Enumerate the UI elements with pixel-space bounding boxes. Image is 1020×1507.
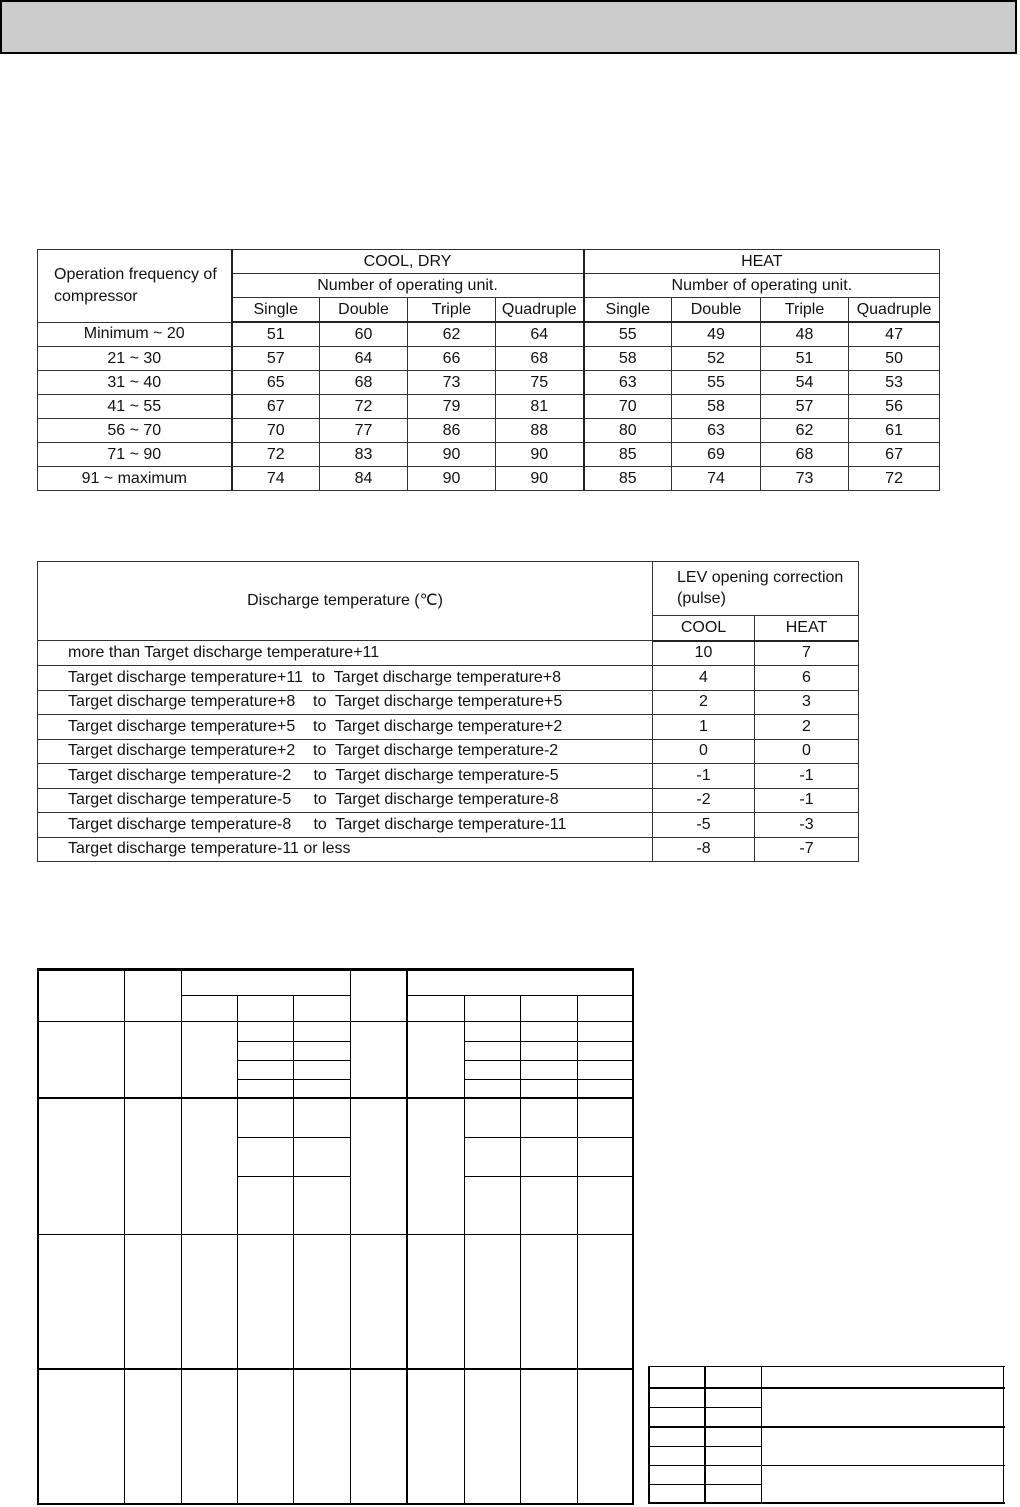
row-label: Target discharge temperature+5 to Target discharge temperature+2 (38, 715, 653, 740)
subheader-cool-units: Number of operating unit. (232, 274, 584, 298)
cell: 73 (761, 467, 849, 491)
cell: 57 (761, 395, 849, 419)
cell-cool: 0 (653, 739, 755, 764)
cell: 66 (408, 347, 496, 371)
cell-cool: -5 (653, 813, 755, 838)
row-label: Target discharge temperature+2 to Target discharge temperature-2 (38, 739, 653, 764)
cell: 86 (408, 419, 496, 443)
row-label: Target discharge temperature-11 or less (38, 837, 653, 862)
cell: 51 (761, 347, 849, 371)
cell-cool: 10 (653, 641, 755, 666)
col-heat-quadruple: Quadruple (849, 298, 940, 323)
cell: 54 (761, 371, 849, 395)
row-label: Minimum ~ 20 (38, 322, 232, 347)
grid-line (648, 1366, 1005, 1367)
cell: 62 (761, 419, 849, 443)
cell: 68 (761, 443, 849, 467)
cell: 72 (849, 467, 940, 491)
row-label: more than Target discharge temperature+11 (38, 641, 653, 666)
cell: 68 (320, 371, 408, 395)
grid-line (648, 1387, 1005, 1389)
col-heat-double: Double (672, 298, 761, 323)
grid-line (648, 1465, 1005, 1466)
cell: 75 (496, 371, 584, 395)
cell-heat: 6 (755, 666, 859, 691)
cell: 63 (672, 419, 761, 443)
cell: 55 (584, 322, 672, 347)
cell: 79 (408, 395, 496, 419)
cell: 85 (584, 467, 672, 491)
row-header-operation-frequency: Operation frequency of compressor (38, 250, 232, 323)
group-header-heat: HEAT (584, 250, 940, 274)
cell: 64 (320, 347, 408, 371)
cell: 90 (408, 443, 496, 467)
col-cool-triple: Triple (408, 298, 496, 323)
subheader-heat-units: Number of operating unit. (584, 274, 940, 298)
cell-cool: 4 (653, 666, 755, 691)
row-label: Target discharge temperature-2 to Target discharge temperature-5 (38, 764, 653, 789)
cell: 70 (584, 395, 672, 419)
cell: 88 (496, 419, 584, 443)
cell: 60 (320, 322, 408, 347)
cell: 85 (584, 443, 672, 467)
cell: 68 (496, 347, 584, 371)
cell: 72 (320, 395, 408, 419)
row-label: 31 ~ 40 (38, 371, 232, 395)
grid-line (648, 1426, 1005, 1428)
cell: 67 (849, 443, 940, 467)
row-label: Target discharge temperature-5 to Target discharge temperature-8 (38, 788, 653, 813)
cell: 52 (672, 347, 761, 371)
cell-heat: 2 (755, 715, 859, 740)
cell-cool: 1 (653, 715, 755, 740)
cell-heat: -1 (755, 764, 859, 789)
cell: 61 (849, 419, 940, 443)
cell-heat: 7 (755, 641, 859, 666)
cell-heat: -1 (755, 788, 859, 813)
cell-cool: -2 (653, 788, 755, 813)
row-label: Target discharge temperature+8 to Target discharge temperature+5 (38, 690, 653, 715)
cell: 84 (320, 467, 408, 491)
grid-line (648, 1502, 1005, 1504)
cell: 70 (232, 419, 320, 443)
row-label: 41 ~ 55 (38, 395, 232, 419)
discharge-temperature-header: Discharge temperature (℃) (38, 562, 653, 641)
cell: 47 (849, 322, 940, 347)
cell: 62 (408, 322, 496, 347)
cell: 51 (232, 322, 320, 347)
grid-line (648, 1407, 761, 1408)
cell-heat: 0 (755, 739, 859, 764)
cell-cool: -1 (653, 764, 755, 789)
col-cool-double: Double (320, 298, 408, 323)
cell-cool: -8 (653, 837, 755, 862)
cell: 58 (672, 395, 761, 419)
row-label: 71 ~ 90 (38, 443, 232, 467)
cell: 50 (849, 347, 940, 371)
cell: 73 (408, 371, 496, 395)
cell: 48 (761, 322, 849, 347)
cell: 90 (496, 467, 584, 491)
cell-heat: -3 (755, 813, 859, 838)
row-label: Target discharge temperature+11 to Target discharge temperature+8 (38, 666, 653, 691)
col-cool-single: Single (232, 298, 320, 323)
cell: 57 (232, 347, 320, 371)
col-cool-quadruple: Quadruple (496, 298, 584, 323)
row-label: Target discharge temperature-8 to Target discharge temperature-11 (38, 813, 653, 838)
cell: 74 (232, 467, 320, 491)
cell: 69 (672, 443, 761, 467)
row-label: 91 ~ maximum (38, 467, 232, 491)
row-label: 21 ~ 30 (38, 347, 232, 371)
cell: 81 (496, 395, 584, 419)
cell: 72 (232, 443, 320, 467)
cell: 77 (320, 419, 408, 443)
group-header-cool-dry: COOL, DRY (232, 250, 584, 274)
cell: 63 (584, 371, 672, 395)
col-heat: HEAT (755, 615, 859, 640)
cell: 58 (584, 347, 672, 371)
cell: 90 (496, 443, 584, 467)
cell: 83 (320, 443, 408, 467)
row-label: 56 ~ 70 (38, 419, 232, 443)
cell-cool: 2 (653, 690, 755, 715)
cell-heat: 3 (755, 690, 859, 715)
cell: 67 (232, 395, 320, 419)
col-heat-triple: Triple (761, 298, 849, 323)
cell: 74 (672, 467, 761, 491)
grid-line (648, 1484, 761, 1485)
cell: 53 (849, 371, 940, 395)
cell-heat: -7 (755, 837, 859, 862)
col-cool: COOL (653, 615, 755, 640)
col-heat-single: Single (584, 298, 672, 323)
cell: 49 (672, 322, 761, 347)
lev-opening-header: LEV opening correction (pulse) (653, 562, 859, 616)
cell: 90 (408, 467, 496, 491)
cell: 65 (232, 371, 320, 395)
grid-line (648, 1446, 761, 1447)
cell: 80 (584, 419, 672, 443)
cell: 64 (496, 322, 584, 347)
cell: 55 (672, 371, 761, 395)
cell: 56 (849, 395, 940, 419)
